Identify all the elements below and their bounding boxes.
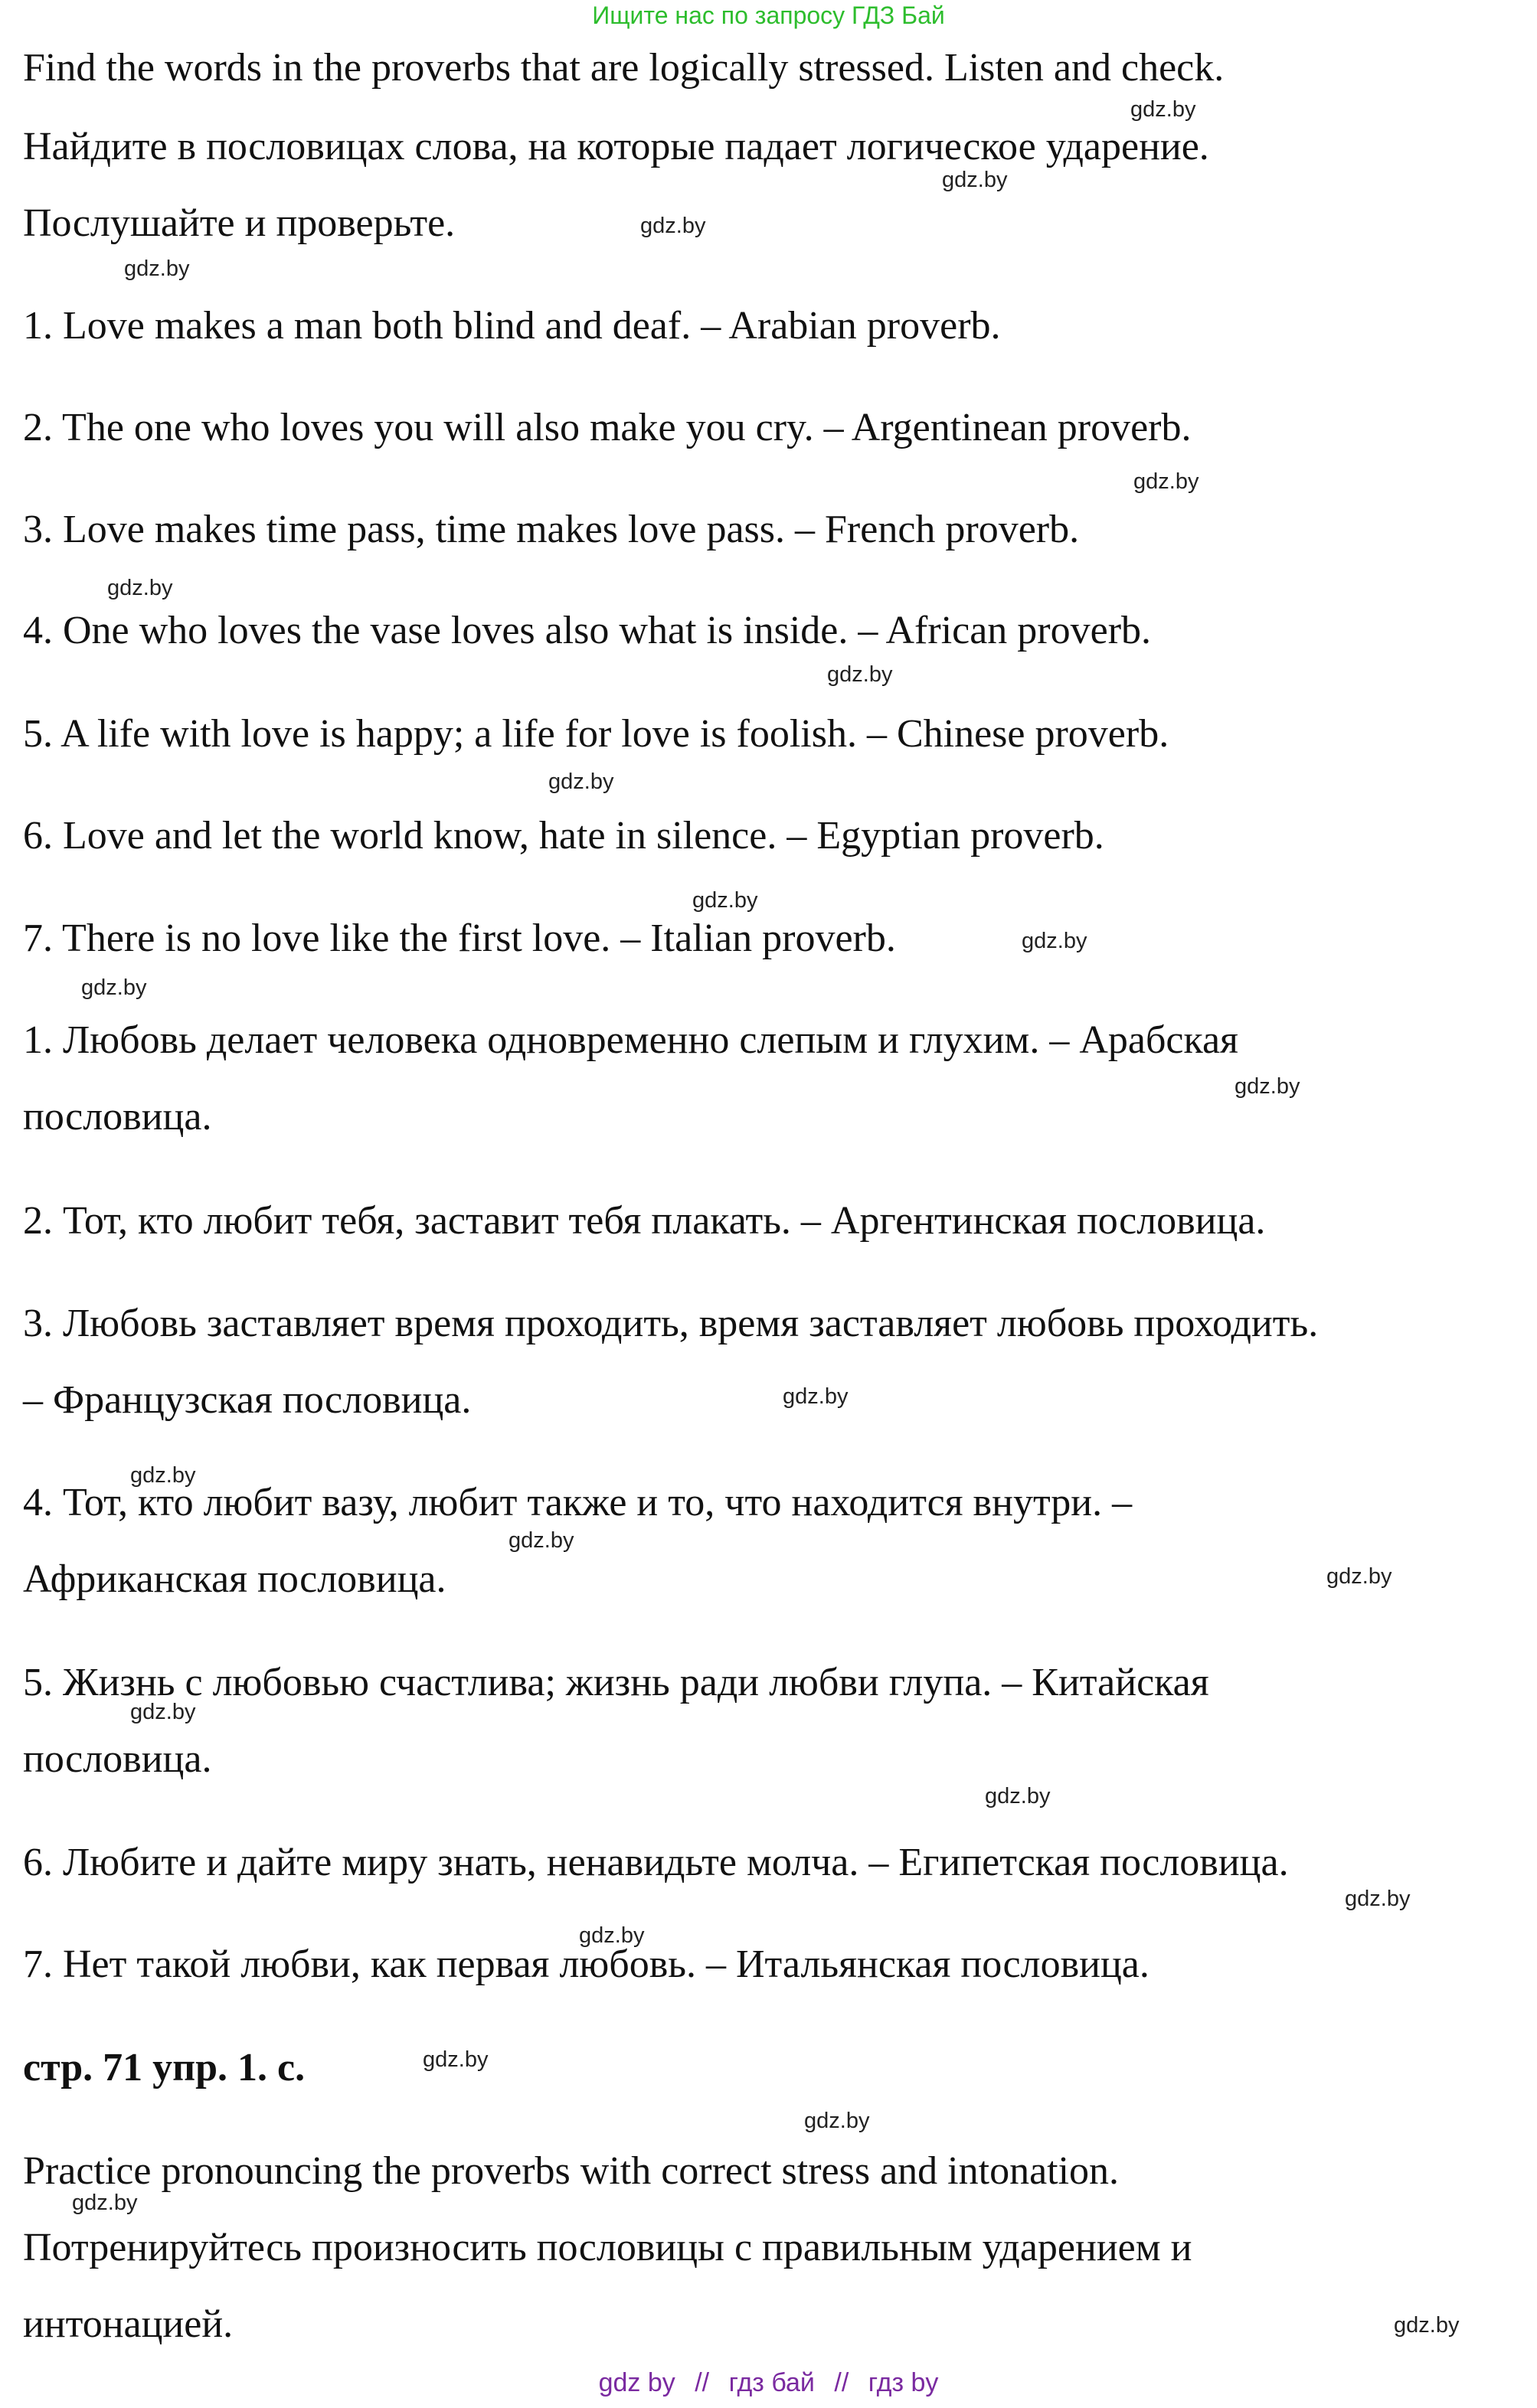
- proverb-ru-6: 6. Любите и дайте миру знать, ненавидьте молча. – Египетская пословица.: [23, 1841, 1289, 1884]
- watermark: gdz.by: [1345, 1887, 1411, 1911]
- watermark: gdz.by: [1022, 929, 1087, 953]
- proverb-ru-5-cont: пословица.: [23, 1737, 212, 1781]
- proverb-en-4: 4. One who loves the vase loves also what is inside. – African proverb.: [23, 609, 1152, 652]
- task2-instruction-en: Practice pronouncing the proverbs with correct stress and intonation.: [23, 2149, 1120, 2193]
- watermark: gdz.by: [423, 2047, 489, 2072]
- watermark: gdz.by: [124, 256, 190, 281]
- proverb-ru-1: 1. Любовь делает человека одновременно слепым и глухим. – Арабская: [23, 1018, 1238, 1062]
- watermark: gdz.by: [804, 2109, 870, 2133]
- proverb-ru-4-cont: Африканская пословица.: [23, 1557, 446, 1601]
- footer-separator: //: [695, 2368, 710, 2397]
- watermark: gdz.by: [640, 214, 706, 238]
- proverb-ru-4: 4. Тот, кто любит вазу, любит также и то, что находится внутри. –: [23, 1481, 1133, 1524]
- proverb-en-6: 6. Love and let the world know, hate in silence. – Egyptian proverb.: [23, 814, 1104, 858]
- footer-separator: //: [834, 2368, 849, 2397]
- proverb-en-5: 5. A life with love is happy; a life for love is foolish. – Chinese proverb.: [23, 712, 1169, 756]
- watermark: gdz.by: [130, 1463, 196, 1488]
- watermark: gdz.by: [1133, 469, 1199, 494]
- task2-instruction-ru-line2: интонацией.: [23, 2302, 234, 2346]
- watermark: gdz.by: [579, 1923, 645, 1948]
- watermark: gdz.by: [1394, 2313, 1460, 2338]
- watermark: gdz.by: [130, 1700, 196, 1724]
- watermark: gdz.by: [942, 168, 1008, 192]
- watermark: gdz.by: [548, 769, 614, 794]
- watermark: gdz.by: [107, 576, 173, 600]
- proverb-ru-7: 7. Нет такой любви, как первая любовь. – Итальянская пословица.: [23, 1942, 1149, 1986]
- proverb-en-7: 7. There is no love like the first love. – Italian proverb.: [23, 916, 896, 960]
- task1-instruction-ru-line2: Послушайте и проверьте.: [23, 201, 456, 245]
- task2-instruction-ru-line1: Потренируйтесь произносить пословицы с правильным ударением и: [23, 2226, 1192, 2269]
- footer-links: [0, 2366, 1537, 2400]
- watermark: gdz.by: [509, 1528, 574, 1553]
- proverb-en-1: 1. Love makes a man both blind and deaf. – Arabian proverb.: [23, 304, 1001, 348]
- proverb-en-2: 2. The one who loves you will also make you cry. – Argentinean proverb.: [23, 406, 1192, 449]
- watermark: gdz.by: [985, 1784, 1051, 1808]
- task1-instruction-ru-line1: Найдите в пословицах слова, на которые падает логическое ударение.: [23, 125, 1209, 168]
- proverb-ru-3-cont: – Французская пословица.: [23, 1378, 472, 1422]
- watermark: gdz.by: [81, 975, 147, 1000]
- watermark: gdz.by: [72, 2191, 138, 2215]
- proverb-ru-2: 2. Тот, кто любит тебя, заставит тебя плакать. – Аргентинская пословица.: [23, 1199, 1266, 1243]
- watermark: gdz.by: [1326, 1564, 1392, 1589]
- task2-heading: стр. 71 упр. 1. с.: [23, 2046, 306, 2089]
- watermark: gdz.by: [1235, 1074, 1300, 1099]
- footer-link-gdz-by-ru[interactable]: гдз by: [868, 2368, 939, 2397]
- watermark: gdz.by: [692, 888, 758, 913]
- proverb-ru-3: 3. Любовь заставляет время проходить, время заставляет любовь проходить.: [23, 1302, 1319, 1345]
- proverb-en-3: 3. Love makes time pass, time makes love pass. – French proverb.: [23, 508, 1080, 551]
- proverb-ru-5: 5. Жизнь с любовью счастлива; жизнь ради любви глупа. – Китайская: [23, 1661, 1209, 1704]
- footer-link-gdz-bai[interactable]: гдз бай: [728, 2368, 815, 2397]
- proverb-ru-1-cont: пословица.: [23, 1095, 212, 1139]
- top-banner[interactable]: Ищите нас по запросу ГДЗ Бай: [592, 2, 945, 29]
- footer-link-gdz-by[interactable]: gdz by: [598, 2368, 675, 2397]
- watermark: gdz.by: [783, 1384, 849, 1409]
- task1-instruction-en: Find the words in the proverbs that are logically stressed. Listen and check.: [23, 46, 1225, 90]
- watermark: gdz.by: [827, 662, 893, 687]
- watermark: gdz.by: [1130, 97, 1196, 122]
